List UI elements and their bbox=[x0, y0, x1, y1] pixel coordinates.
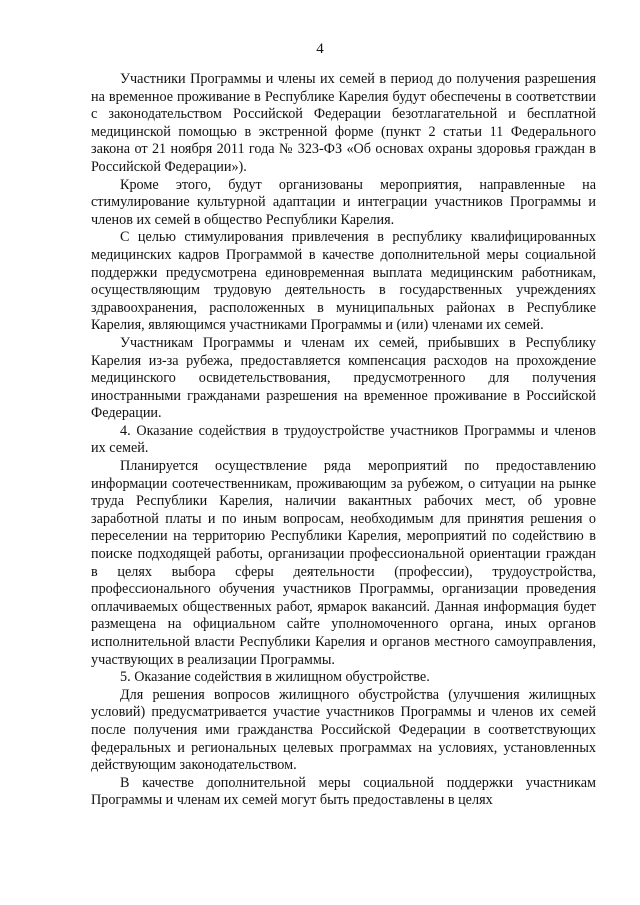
paragraph-medical-examination-compensation: Участникам Программы и членам их семей, прибывших в Республику Карелия из-за рубежа, предоставляется компенсация расходов на прохождение медицинского освидетельствования, предусмотренного для получения иностранными гражданами разрешения на временное проживание в Российской Федерации. bbox=[91, 334, 596, 422]
paragraph-cultural-adaptation: Кроме этого, будут организованы мероприятия, направленные на стимулирование культурной адаптации и интеграции участников Программы и членов их семей в общество Республики Карелия. bbox=[91, 176, 596, 228]
section-heading-employment: 4. Оказание содействия в трудоустройстве участников Программы и членов их семей. bbox=[91, 422, 596, 457]
paragraph-employment-measures: Планируется осуществление ряда мероприятий по предоставлению информации соотечественникам, проживающим за рубежом, о ситуации на рынке труда Республики Карелия, наличии вакантных рабочих мест, об уровне заработной платы и по иным вопросам, необходимым для принятия решения о переселении на территорию Республики Карелия, мероприятий по содействию в поиске подходящей работы, организации профессиональной ориентации граждан в целях выбора сферы деятельности (профессии), трудоустройства, профессионального обучения участников Программы, организации проведения оплачиваемых общественных работ, ярмарок вакансий. Данная информация будет размещена на официальном сайте уполномоченного органа, иных органов исполнительной власти Республики Карелия и органов местного самоуправления, участвующих в реализации Программы. bbox=[91, 458, 596, 668]
paragraph-medical-assistance: Участники Программы и члены их семей в период до получения разрешения на временное проживание в Республике Карелия будут обеспечены в соответствии с законодательством Российской Федерации безотлагательной и бесплатной медицинской помощью в экстренной форме (пункт 2 статьи 11 Федерального закона от 21 ноября 2011 года № 323-ФЗ «Об основах охраны здоровья граждан в Российской Федерации»). bbox=[91, 71, 596, 175]
paragraph-housing-programs: Для решения вопросов жилищного обустройства (улучшения жилищных условий) предусматривается участие участников Программы и членов их семей после получения ими гражданства Российской Федерации в соответствующих федеральных и региональных целевых программах на условиях, установленных действующим законодательством. bbox=[91, 686, 596, 774]
section-heading-housing: 5. Оказание содействия в жилищном обустройстве. bbox=[120, 669, 430, 686]
document-body bbox=[91, 71, 596, 810]
paragraph-additional-support: В качестве дополнительной меры социальной поддержки участникам Программы и членам их семей могут быть предоставлены в целях bbox=[91, 774, 596, 809]
page-number: 4 bbox=[316, 41, 324, 57]
paragraph-medical-personnel-payment: С целью стимулирования привлечения в республику квалифицированных медицинских кадров Программой в качестве дополнительной меры социальной поддержки предусмотрена единовременная выплата медицинским работникам, осуществляющим трудовую деятельность в государственных учреждениях здравоохранения, расположенных в муниципальных районах в Республике Карелия, являющимся участниками Программы и (или) членами их семей. bbox=[91, 229, 596, 334]
